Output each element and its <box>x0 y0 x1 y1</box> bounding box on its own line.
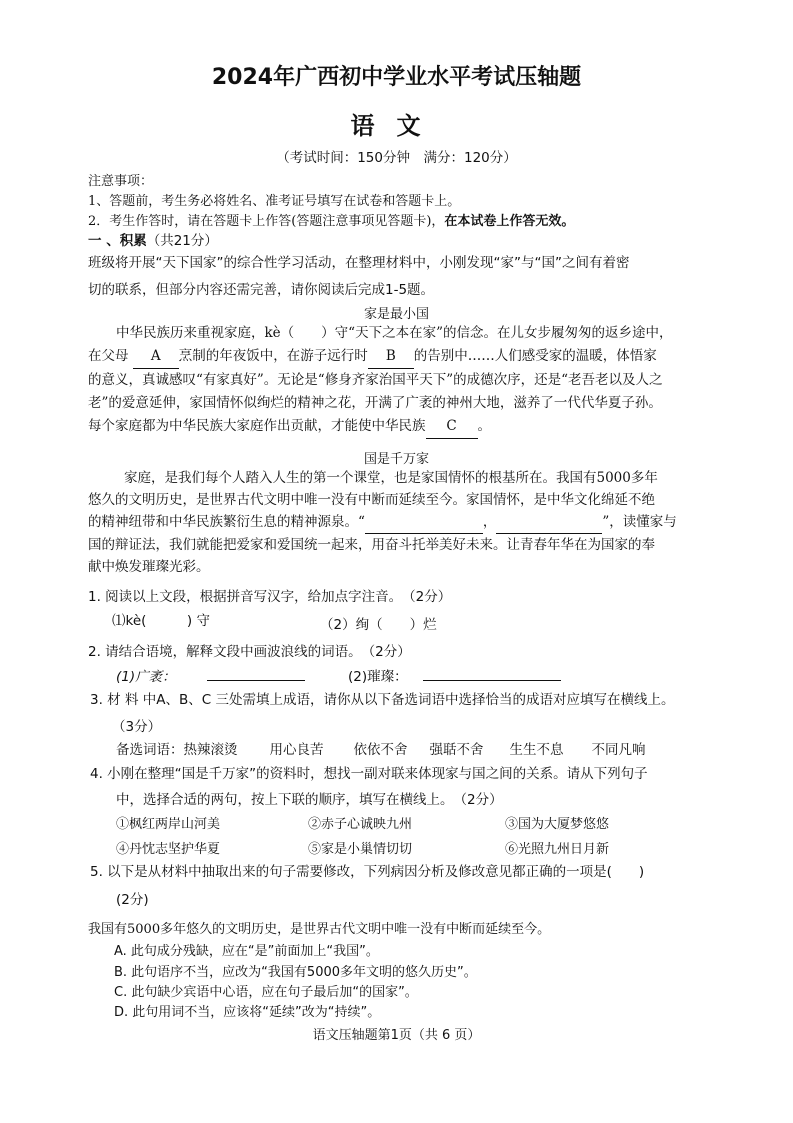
q4-option: ④丹忱志坚护华夏 <box>116 842 221 857</box>
q3-options <box>116 738 646 758</box>
passage-2-line-2: 悠久的文明历史，是世界古代文明中唯一没有中断而延续至今。家国情怀，是中华文化绵延不绝 <box>88 492 655 508</box>
q1-stem: 1. 阅读以上文段，根据拼音写汉字，给加点字注音。 （2分） <box>88 589 452 605</box>
q3-stem: 3. 材 料 中A、B、C 三处需填上成语，请你从以下备选词语中选择恰当的成语对应填写在横线上。 <box>90 692 675 708</box>
passage-1-line-5b: 。 <box>477 418 491 434</box>
q5-choice-a: A. 此句成分残缺，应在“是”前面加上“我国”。 <box>114 944 379 959</box>
subject-title: 语文 <box>350 112 443 140</box>
q1-answer-a: ⑴kè( ) 守 <box>112 613 210 629</box>
q4-stem-line-1: 4. 小刚在整理“国是千万家”的资料时，想找一副对联来体现家与国之间的关系。请从下列句子 <box>90 766 648 782</box>
q5-sentence: 我国有5000多年悠久的文明历史，是世界古代文明中唯一没有中断而延续至今。 <box>88 922 551 937</box>
passage-2-title: 国是千万家 <box>363 452 429 467</box>
passage-1 <box>88 322 728 439</box>
q3-option: 不同凡响 <box>591 742 646 758</box>
intro-line-1: 班级将开展“天下国家”的综合性学习活动，在整理材料中，小刚发现“家”与“国”之间有着密 <box>88 255 630 271</box>
passage-1-line-2a: 在父母 <box>88 348 129 364</box>
exam-title: 2024年广西初中学业水平考试压轴题 <box>211 65 582 90</box>
passage-1-line-5 <box>88 415 728 439</box>
q3-option: 用心良苦 <box>269 742 324 758</box>
passage-1-line-1: 中华民族历来重视家庭，kè（ ）守“天下之本在家”的信念。在儿女步履匆匆的返乡途中， <box>116 325 673 341</box>
passage-2-line-3a: 的精神纽带和中华民族繁衍生息的精神源泉。“ <box>88 514 365 530</box>
q2-answer-a-label: (1)广袤： <box>116 669 176 685</box>
q5-score: (2分) <box>116 892 149 908</box>
q4-stem-line-2: 中，选择合适的两句，按上下联的顺序，填写在横线上。 （2分） <box>116 792 503 808</box>
passage-1-line-2c: 的告别中……人们感受家的温暖，体悟家 <box>413 348 657 364</box>
passage-1-line-3: 的意义，真诚感叹“有家真好”。无论是“修身齐家治国平天下”的成德次序，还是“老吾老以及人之 <box>88 372 663 388</box>
q3-option: 强聒不舍 <box>429 742 484 758</box>
couplet-blank-2 <box>496 511 602 534</box>
passage-1-line-2 <box>88 345 728 369</box>
q4-option: ①枫红两岸山河美 <box>116 817 221 832</box>
q3-score: （3分） <box>112 719 162 735</box>
passage-1-title: 家是最小国 <box>363 307 429 322</box>
section-label: 一 、积累 <box>88 233 147 249</box>
q5-stem: 5. 以下是从材料中抽取出来的句子需要修改，下列病因分析及修改意见都正确的一项是( ) <box>90 864 645 880</box>
passage-2-line-4: 国的辩证法，我们就能把爱家和爱国统一起来，用奋斗托举美好未来。让青春年华在为国家的奉 <box>88 537 655 553</box>
q5-choice-c: C. 此句缺少宾语中心语，应在句子最后加“的国家”。 <box>114 985 418 1000</box>
blank-b: B <box>368 345 414 369</box>
q3-options-label: 备选词语： <box>116 742 184 758</box>
notice-item-1: 1、答题前，考生务必将姓名、准考证号填写在试卷和答题卡上。 <box>88 194 461 209</box>
notice-item-2-text: 2．考生作答时，请在答题卡上作答(答题注意事项见答题卡)， <box>88 214 445 229</box>
passage-2-line-1: 家庭，是我们每个人踏入人生的第一个课堂，也是家国情怀的根基所在。我国有5000多年 <box>124 470 658 486</box>
q5-choice-b: B. 此句语序不当，应改为“我国有5000多年文明的悠久历史”。 <box>114 965 477 980</box>
q3-option: 依依不舍 <box>353 742 408 758</box>
passage-1-line-5a: 每个家庭都为中华民族大家庭作出贡献，才能使中华民族 <box>88 418 426 434</box>
q3-option: 热辣滚烫 <box>183 742 238 758</box>
couplet-blank-1 <box>365 511 483 534</box>
exam-info: （考试时间：150分钟 满分：120分） <box>276 150 517 166</box>
q1-answer-b: （2）绚（ ）烂 <box>320 617 437 633</box>
passage-2 <box>88 467 728 578</box>
intro-line-2: 切的联系，但部分内容还需完善，请你阅读后完成1-5题。 <box>88 282 435 298</box>
blank-a: A <box>133 345 179 369</box>
passage-2-line-5: 献中焕发璀璨光彩。 <box>88 559 210 575</box>
q2-answer-b-label: (2)璀璨： <box>348 669 408 685</box>
passage-1-line-4: 老”的爱意延伸，家国情怀似绚烂的精神之花，开满了广袤的神州大地，滋养了一代代华夏子孙。 <box>88 395 662 411</box>
blank-c: C <box>426 415 478 439</box>
notice-item-2 <box>88 210 574 229</box>
section-score: （共21分） <box>146 233 218 249</box>
q4-option: ⑤家是小巢情切切 <box>308 842 413 857</box>
q4-option: ③国为大厦梦悠悠 <box>505 817 610 832</box>
q2-stem: 2. 请结合语境，解释文段中画波浪线的词语。 （2分） <box>88 644 411 660</box>
q3-option: 生生不息 <box>509 742 564 758</box>
passage-1-line-2b: 烹制的年夜饭中，在游子远行时 <box>178 348 368 364</box>
passage-2-line-3b: ， <box>482 514 497 530</box>
q4-option: ②赤子心诚映九州 <box>308 817 413 832</box>
q2-answer-b-line <box>423 680 561 681</box>
notice-item-2-emphasis: 在本试卷上作答无效。 <box>444 214 575 229</box>
q2-answer-a-line <box>207 680 305 681</box>
page-footer: 语文压轴题第1页（共 6 页） <box>312 1028 481 1043</box>
q5-choice-d: D. 此句用词不当，应该将“延续”改为“持续”。 <box>114 1005 381 1020</box>
notice-heading: 注意事项： <box>88 174 154 189</box>
passage-2-line-3c: ”，读懂家与 <box>602 514 677 530</box>
q4-option: ⑥光照九州日月新 <box>505 842 610 857</box>
section-heading <box>88 229 218 249</box>
passage-2-line-3 <box>88 511 728 534</box>
